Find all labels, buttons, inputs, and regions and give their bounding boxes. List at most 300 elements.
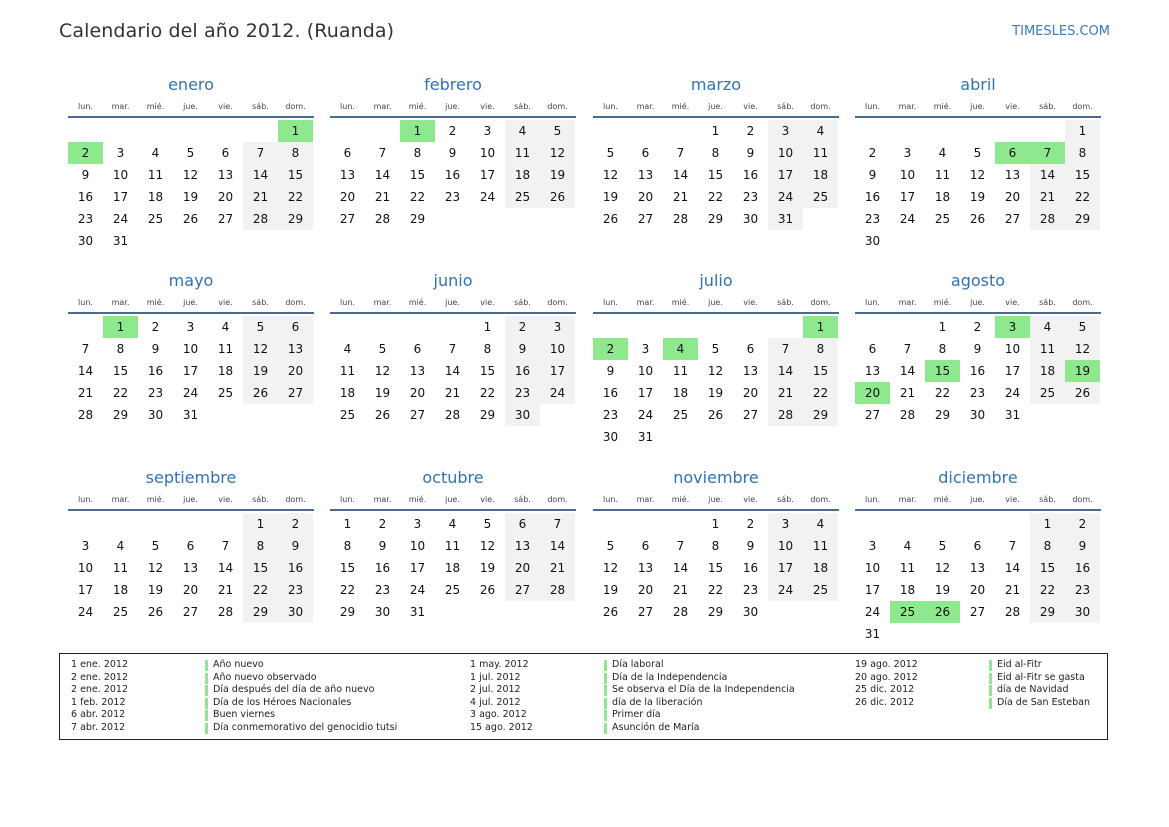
empty-cell: [1030, 623, 1065, 645]
day-cell: 29: [934, 408, 951, 422]
weekday-label: sáb.: [1039, 495, 1056, 504]
holiday-name: Día de los Héroes Nacionales: [213, 696, 352, 708]
day-cell: 1: [711, 517, 720, 531]
legend-item: [470, 659, 795, 672]
empty-cell: [628, 120, 663, 142]
day-cell: 30: [742, 212, 759, 226]
day-cell: 24: [409, 583, 426, 597]
empty-cell: [138, 230, 173, 252]
header-divider: [593, 312, 839, 314]
day-cell: 13: [864, 364, 881, 378]
empty-cell: [890, 230, 925, 252]
weekend-day-cell: 10: [768, 142, 803, 164]
empty-cell: [628, 316, 663, 338]
day-cell: 20: [969, 583, 986, 597]
week-row: [68, 404, 314, 426]
weekend-day-cell: 11: [803, 142, 838, 164]
day-cell: 26: [707, 408, 724, 422]
holiday-marker: [604, 685, 607, 696]
day-cell: 19: [707, 386, 724, 400]
empty-cell: [1065, 230, 1100, 252]
day-cell: 2: [378, 517, 387, 531]
week-row: [593, 557, 839, 579]
weekend-day-cell: 8: [803, 338, 838, 360]
day-cell: 24: [899, 212, 916, 226]
day-cell: 27: [1004, 212, 1021, 226]
empty-cell: [768, 601, 803, 623]
week-row: [593, 579, 839, 601]
weekday-label: vie.: [743, 298, 758, 307]
holiday-date: 2 jul. 2012: [470, 684, 521, 696]
day-cell: 17: [182, 364, 199, 378]
weekday-label: mar.: [373, 102, 392, 111]
day-cell: 2: [746, 517, 755, 531]
weekend-day-cell: 18: [803, 557, 838, 579]
week-row: [330, 513, 576, 535]
weekend-day-cell: 17: [768, 164, 803, 186]
weekend-day-cell: 10: [768, 535, 803, 557]
holiday-legend: [59, 653, 1108, 740]
day-cell: 8: [116, 342, 125, 356]
day-cell: 5: [186, 146, 195, 160]
header-divider: [68, 509, 314, 511]
day-cell: 29: [409, 212, 426, 226]
day-cell: 3: [413, 517, 422, 531]
weekday-header: [593, 294, 839, 312]
empty-cell: [593, 120, 628, 142]
weekend-day-cell: 23: [278, 579, 313, 601]
weekday-label: mié.: [671, 102, 690, 111]
day-cell: 19: [602, 583, 619, 597]
day-cell: 15: [707, 168, 724, 182]
weekend-day-cell: 28: [768, 404, 803, 426]
day-cell: 11: [147, 168, 164, 182]
legend-item: [855, 684, 1090, 697]
day-cell: 9: [868, 168, 877, 182]
day-cell: 17: [409, 561, 426, 575]
day-cell: 10: [899, 168, 916, 182]
weekday-label: mié.: [408, 298, 427, 307]
weekday-label: mié.: [933, 102, 952, 111]
day-cell: 11: [112, 561, 129, 575]
day-cell: 18: [934, 190, 951, 204]
weekday-label: vie.: [743, 102, 758, 111]
day-cell: 22: [707, 583, 724, 597]
day-cell: 6: [641, 539, 650, 553]
day-cell: 14: [77, 364, 94, 378]
day-cell: 24: [637, 408, 654, 422]
week-row: [330, 164, 576, 186]
day-cell: 21: [672, 190, 689, 204]
holiday-marker: [205, 673, 208, 684]
day-cell: 10: [479, 146, 496, 160]
weekend-day-cell: 24: [768, 579, 803, 601]
holiday-name: Día de la Independencia: [612, 671, 728, 683]
day-cell: 13: [409, 364, 426, 378]
day-cell: 10: [182, 342, 199, 356]
weekday-header: [330, 491, 576, 509]
week-row: [68, 142, 314, 164]
weekend-day-cell: 2: [1065, 513, 1100, 535]
weekend-day-cell: 20: [505, 557, 540, 579]
day-cell: 24: [1004, 386, 1021, 400]
week-row: [68, 557, 314, 579]
day-cell: 9: [746, 146, 755, 160]
empty-cell: [278, 230, 313, 252]
weekday-label: mar.: [111, 495, 130, 504]
header-divider: [855, 312, 1101, 314]
day-cell: 9: [448, 146, 457, 160]
week-row: [330, 601, 576, 623]
holiday-day-cell: 7: [1030, 142, 1065, 164]
day-cell: 26: [969, 212, 986, 226]
week-row: [593, 316, 839, 338]
empty-cell: [593, 513, 628, 535]
day-cell: 16: [444, 168, 461, 182]
empty-cell: [663, 316, 698, 338]
weekday-header: [68, 98, 314, 116]
day-cell: 5: [606, 539, 615, 553]
day-cell: 10: [864, 561, 881, 575]
week-row: [68, 360, 314, 382]
weekend-day-cell: 1: [1065, 120, 1100, 142]
weekday-label: jue.: [708, 102, 723, 111]
legend-item: [470, 709, 795, 722]
legend-column: [71, 659, 397, 735]
weekday-label: mar.: [373, 298, 392, 307]
weekend-day-cell: 7: [540, 513, 575, 535]
weekend-day-cell: 11: [1030, 338, 1065, 360]
day-cell: 11: [444, 539, 461, 553]
day-cell: 11: [934, 168, 951, 182]
day-cell: 7: [676, 146, 685, 160]
day-cell: 30: [147, 408, 164, 422]
day-cell: 4: [221, 320, 230, 334]
empty-cell: [593, 316, 628, 338]
weekend-day-cell: 21: [540, 557, 575, 579]
holiday-date: 1 jul. 2012: [470, 671, 521, 683]
day-cell: 28: [77, 408, 94, 422]
empty-cell: [540, 601, 575, 623]
day-cell: 30: [602, 430, 619, 444]
day-cell: 16: [742, 561, 759, 575]
week-row: [68, 535, 314, 557]
legend-item: [470, 684, 795, 697]
day-cell: 5: [938, 539, 947, 553]
day-cell: 7: [1008, 539, 1017, 553]
holiday-marker: [604, 673, 607, 684]
day-cell: 20: [339, 190, 356, 204]
day-cell: 19: [969, 190, 986, 204]
day-cell: 19: [479, 561, 496, 575]
day-cell: 9: [81, 168, 90, 182]
weekend-day-cell: 16: [505, 360, 540, 382]
holiday-date: 25 dic. 2012: [855, 684, 915, 696]
weekend-day-cell: 11: [505, 142, 540, 164]
day-cell: 19: [182, 190, 199, 204]
day-cell: 21: [1004, 583, 1021, 597]
empty-cell: [208, 404, 243, 426]
day-cell: 27: [969, 605, 986, 619]
weekday-label: lun.: [340, 102, 355, 111]
legend-item: [470, 672, 795, 685]
legend-item: [71, 697, 397, 710]
day-cell: 6: [413, 342, 422, 356]
day-cell: 27: [217, 212, 234, 226]
day-cell: 11: [899, 561, 916, 575]
day-cell: 18: [217, 364, 234, 378]
weekday-label: jue.: [970, 102, 985, 111]
day-cell: 22: [479, 386, 496, 400]
week-row: [593, 404, 839, 426]
day-cell: 15: [707, 561, 724, 575]
day-cell: 20: [182, 583, 199, 597]
empty-cell: [243, 230, 278, 252]
weekend-day-cell: 25: [803, 186, 838, 208]
header-divider: [330, 116, 576, 118]
day-cell: 10: [409, 539, 426, 553]
day-cell: 13: [637, 168, 654, 182]
weekday-label: dom.: [285, 495, 306, 504]
weekend-day-cell: 11: [803, 535, 838, 557]
weekend-day-cell: 12: [243, 338, 278, 360]
day-cell: 15: [339, 561, 356, 575]
brand-logo[interactable]: TIMESLES.COM: [1012, 24, 1110, 39]
weekend-day-cell: 18: [803, 164, 838, 186]
holiday-day-cell: 3: [995, 316, 1030, 338]
holiday-date: 1 ene. 2012: [71, 659, 128, 670]
day-cell: 13: [637, 561, 654, 575]
day-cell: 23: [742, 190, 759, 204]
day-cell: 3: [116, 146, 125, 160]
legend-item: [855, 659, 1090, 672]
day-cell: 17: [899, 190, 916, 204]
weekend-day-cell: 29: [243, 601, 278, 623]
weekday-label: dom.: [1072, 298, 1093, 307]
holiday-date: 3 ago. 2012: [470, 709, 527, 721]
day-cell: 2: [746, 124, 755, 138]
empty-cell: [173, 230, 208, 252]
holiday-marker: [604, 723, 607, 734]
day-cell: 25: [934, 212, 951, 226]
day-cell: 30: [742, 605, 759, 619]
weekday-label: lun.: [78, 495, 93, 504]
empty-cell: [540, 404, 575, 426]
weekend-day-cell: 29: [1030, 601, 1065, 623]
day-cell: 20: [217, 190, 234, 204]
weekend-day-cell: 30: [505, 404, 540, 426]
weekend-day-cell: 22: [1065, 186, 1100, 208]
legend-item: [71, 722, 397, 735]
day-cell: 15: [409, 168, 426, 182]
empty-cell: [803, 208, 838, 230]
weekday-label: dom.: [285, 102, 306, 111]
weekday-label: mié.: [146, 102, 165, 111]
weekday-label: vie.: [218, 495, 233, 504]
legend-item: [71, 659, 397, 672]
empty-cell: [995, 120, 1030, 142]
day-cell: 25: [112, 605, 129, 619]
empty-cell: [365, 120, 400, 142]
week-row: [855, 164, 1101, 186]
empty-cell: [505, 208, 540, 230]
day-cell: 31: [182, 408, 199, 422]
day-cell: 20: [637, 190, 654, 204]
week-row: [330, 208, 576, 230]
day-cell: 23: [147, 386, 164, 400]
day-cell: 12: [374, 364, 391, 378]
week-row: [593, 382, 839, 404]
empty-cell: [803, 601, 838, 623]
day-cell: 28: [1004, 605, 1021, 619]
holiday-name: Día de San Esteban: [997, 696, 1090, 708]
month-diciembre: [855, 465, 1101, 645]
day-cell: 29: [339, 605, 356, 619]
day-cell: 30: [969, 408, 986, 422]
day-cell: 12: [147, 561, 164, 575]
day-cell: 21: [444, 386, 461, 400]
legend-item: [71, 709, 397, 722]
day-cell: 2: [151, 320, 160, 334]
day-cell: 14: [217, 561, 234, 575]
day-cell: 8: [413, 146, 422, 160]
weekday-label: mié.: [408, 495, 427, 504]
legend-item: [855, 697, 1090, 710]
holiday-marker: [205, 685, 208, 696]
day-cell: 12: [182, 168, 199, 182]
day-cell: 14: [374, 168, 391, 182]
legend-column: [470, 659, 795, 735]
day-cell: 27: [339, 212, 356, 226]
day-cell: 12: [479, 539, 496, 553]
weekday-label: dom.: [810, 102, 831, 111]
month-name: junio: [433, 271, 473, 290]
week-row: [855, 601, 1101, 623]
empty-cell: [505, 601, 540, 623]
weekday-label: mar.: [898, 495, 917, 504]
day-cell: 24: [479, 190, 496, 204]
day-cell: 28: [217, 605, 234, 619]
weekend-day-cell: 13: [505, 535, 540, 557]
empty-cell: [698, 316, 733, 338]
holiday-name: Eid al-Fitr: [997, 659, 1042, 670]
day-cell: 1: [343, 517, 352, 531]
weekend-day-cell: 2: [505, 316, 540, 338]
empty-cell: [1065, 623, 1100, 645]
weekend-day-cell: 4: [1030, 316, 1065, 338]
day-cell: 6: [641, 146, 650, 160]
empty-cell: [1030, 230, 1065, 252]
weekday-label: lun.: [603, 102, 618, 111]
weekend-day-cell: 15: [243, 557, 278, 579]
empty-cell: [68, 316, 103, 338]
legend-item: [71, 672, 397, 685]
weekend-day-cell: 29: [803, 404, 838, 426]
holiday-day-cell: 2: [593, 338, 628, 360]
month-octubre: [330, 465, 576, 623]
day-cell: 17: [1004, 364, 1021, 378]
legend-item: [71, 684, 397, 697]
week-row: [68, 601, 314, 623]
holiday-date: 4 jul. 2012: [470, 696, 521, 708]
weekday-label: lun.: [603, 495, 618, 504]
empty-cell: [925, 120, 960, 142]
empty-cell: [663, 120, 698, 142]
day-cell: 25: [444, 583, 461, 597]
weekend-day-cell: 4: [505, 120, 540, 142]
month-junio: [330, 268, 576, 426]
day-cell: 15: [479, 364, 496, 378]
week-row: [330, 535, 576, 557]
day-cell: 26: [374, 408, 391, 422]
month-abril: [855, 72, 1101, 252]
empty-cell: [1030, 404, 1065, 426]
weekend-day-cell: 18: [505, 164, 540, 186]
weekend-day-cell: 27: [278, 382, 313, 404]
day-cell: 8: [343, 539, 352, 553]
week-row: [330, 404, 576, 426]
weekend-day-cell: 22: [243, 579, 278, 601]
holiday-name: Día después del día de año nuevo: [213, 684, 375, 696]
day-cell: 27: [637, 605, 654, 619]
day-cell: 30: [374, 605, 391, 619]
empty-cell: [208, 513, 243, 535]
weekend-day-cell: 8: [1065, 142, 1100, 164]
day-cell: 20: [742, 386, 759, 400]
day-cell: 17: [637, 386, 654, 400]
holiday-name: día de Navidad: [997, 684, 1069, 696]
weekend-day-cell: 8: [1030, 535, 1065, 557]
holiday-marker: [205, 698, 208, 709]
empty-cell: [68, 120, 103, 142]
day-cell: 25: [217, 386, 234, 400]
empty-cell: [995, 623, 1030, 645]
week-row: [68, 164, 314, 186]
weekday-label: sáb.: [252, 495, 269, 504]
weekday-label: dom.: [285, 298, 306, 307]
holiday-day-cell: 26: [925, 601, 960, 623]
holiday-name: Año nuevo observado: [213, 671, 317, 683]
empty-cell: [663, 513, 698, 535]
empty-cell: [1065, 404, 1100, 426]
day-cell: 18: [147, 190, 164, 204]
weekend-day-cell: 25: [505, 186, 540, 208]
weekday-label: sáb.: [252, 102, 269, 111]
week-row: [68, 208, 314, 230]
empty-cell: [68, 513, 103, 535]
week-row: [855, 120, 1101, 142]
week-row: [68, 230, 314, 252]
weekday-header: [330, 294, 576, 312]
holiday-marker: [604, 660, 607, 671]
empty-cell: [925, 513, 960, 535]
day-cell: 29: [479, 408, 496, 422]
day-cell: 15: [112, 364, 129, 378]
day-cell: 29: [707, 212, 724, 226]
weekday-label: sáb.: [1039, 102, 1056, 111]
weekday-label: jue.: [445, 495, 460, 504]
weekend-day-cell: 20: [278, 360, 313, 382]
empty-cell: [173, 513, 208, 535]
day-cell: 31: [864, 627, 881, 641]
month-febrero: [330, 72, 576, 230]
day-cell: 4: [903, 539, 912, 553]
week-row: [593, 360, 839, 382]
day-cell: 6: [221, 146, 230, 160]
weekday-header: [855, 98, 1101, 116]
day-cell: 27: [864, 408, 881, 422]
week-row: [330, 316, 576, 338]
